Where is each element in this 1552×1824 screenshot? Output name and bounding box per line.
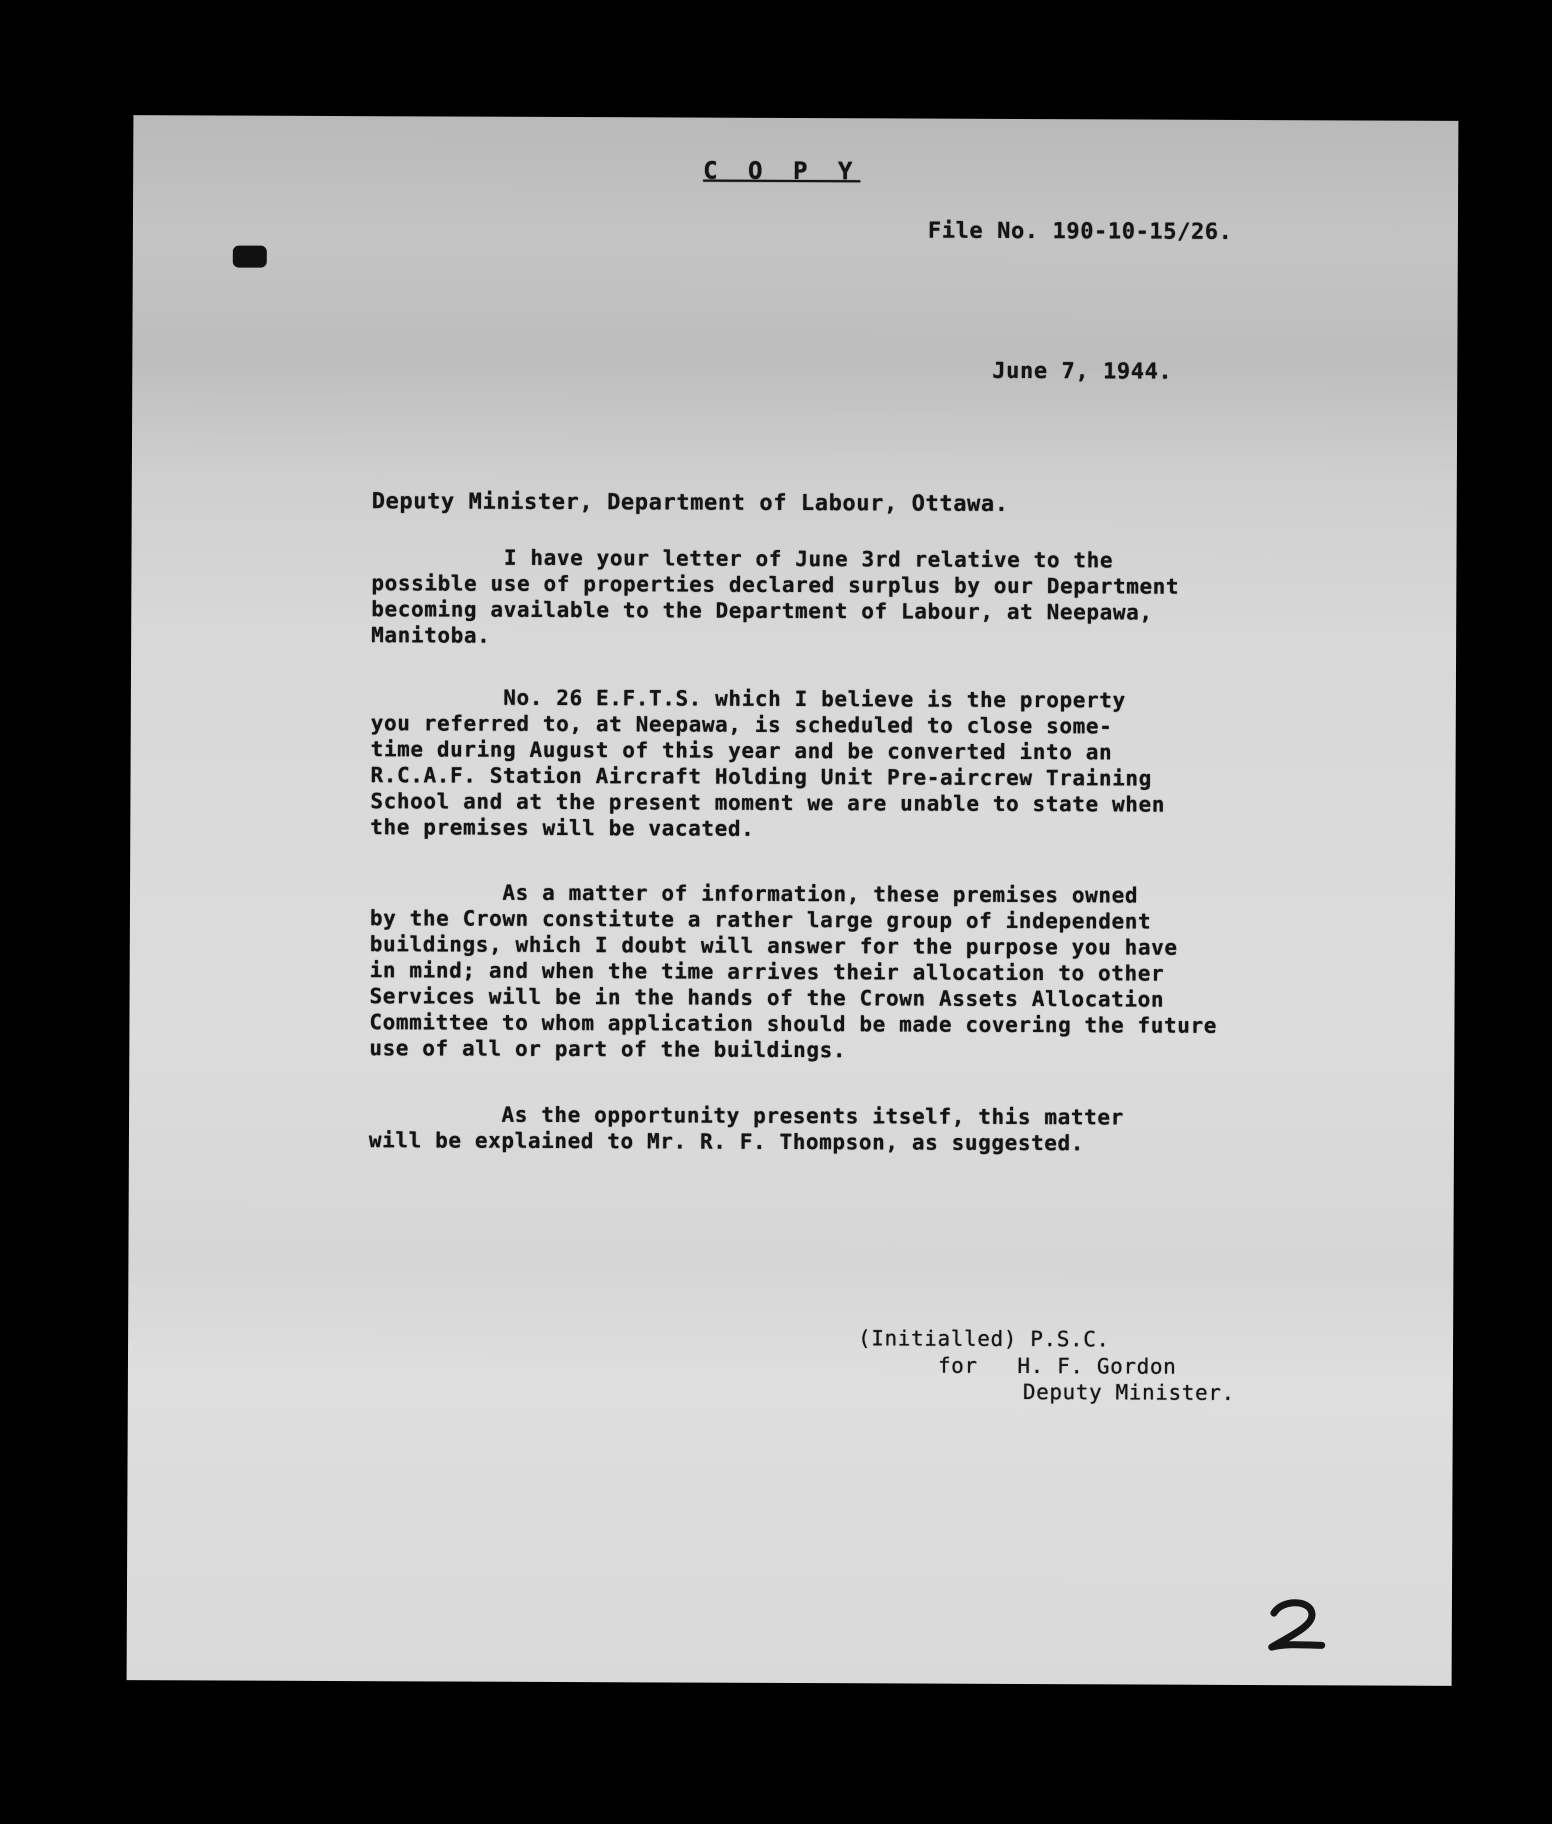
signature-title: Deputy Minister.	[1022, 1380, 1235, 1405]
signature-initials: (Initialled) P.S.C.	[858, 1326, 1110, 1352]
body-paragraph-3: As a matter of information, these premises owned by the Crown constitute a rather large group of independent buildings, which I doubt will answer for the purpose you have in mind; and when the time arrives their allocation to other Services will be in the hands of the Crown Assets Allocation Committee to whom application should be made covering the future use of all or part of the buildings.	[369, 880, 1218, 1063]
body-paragraph-1: I have your letter of June 3rd relative to the possible use of properties declared surplus by our Department becoming available to the Department of Labour, at Neepawa, Manitoba.	[371, 545, 1180, 648]
file-number: File No. 190-10-15/26.	[927, 218, 1233, 245]
body-paragraph-2: No. 26 E.F.T.S. which I believe is the property you referred to, at Neepawa, is scheduled to close some- time during August of this year and be converted into an R.C.A.F. Station Aircraft Holding Unit Pre-aircrew Training School and at the present moment we are unable to state when the premises will be vacated.	[370, 685, 1166, 841]
letter-date: June 7, 1944.	[992, 358, 1173, 385]
document-page	[127, 115, 1459, 1686]
signature-name: for H. F. Gordon	[937, 1353, 1177, 1379]
addressee: Deputy Minister, Department of Labour, Ottawa.	[371, 489, 1009, 517]
copy-heading: C O P Y	[703, 156, 861, 186]
ink-smudge	[233, 246, 267, 268]
body-paragraph-4: As the opportunity presents itself, this matter will be explained to Mr. R. F. Thompson, as suggested.	[368, 1102, 1124, 1156]
handwritten-page-number	[1262, 1595, 1332, 1655]
